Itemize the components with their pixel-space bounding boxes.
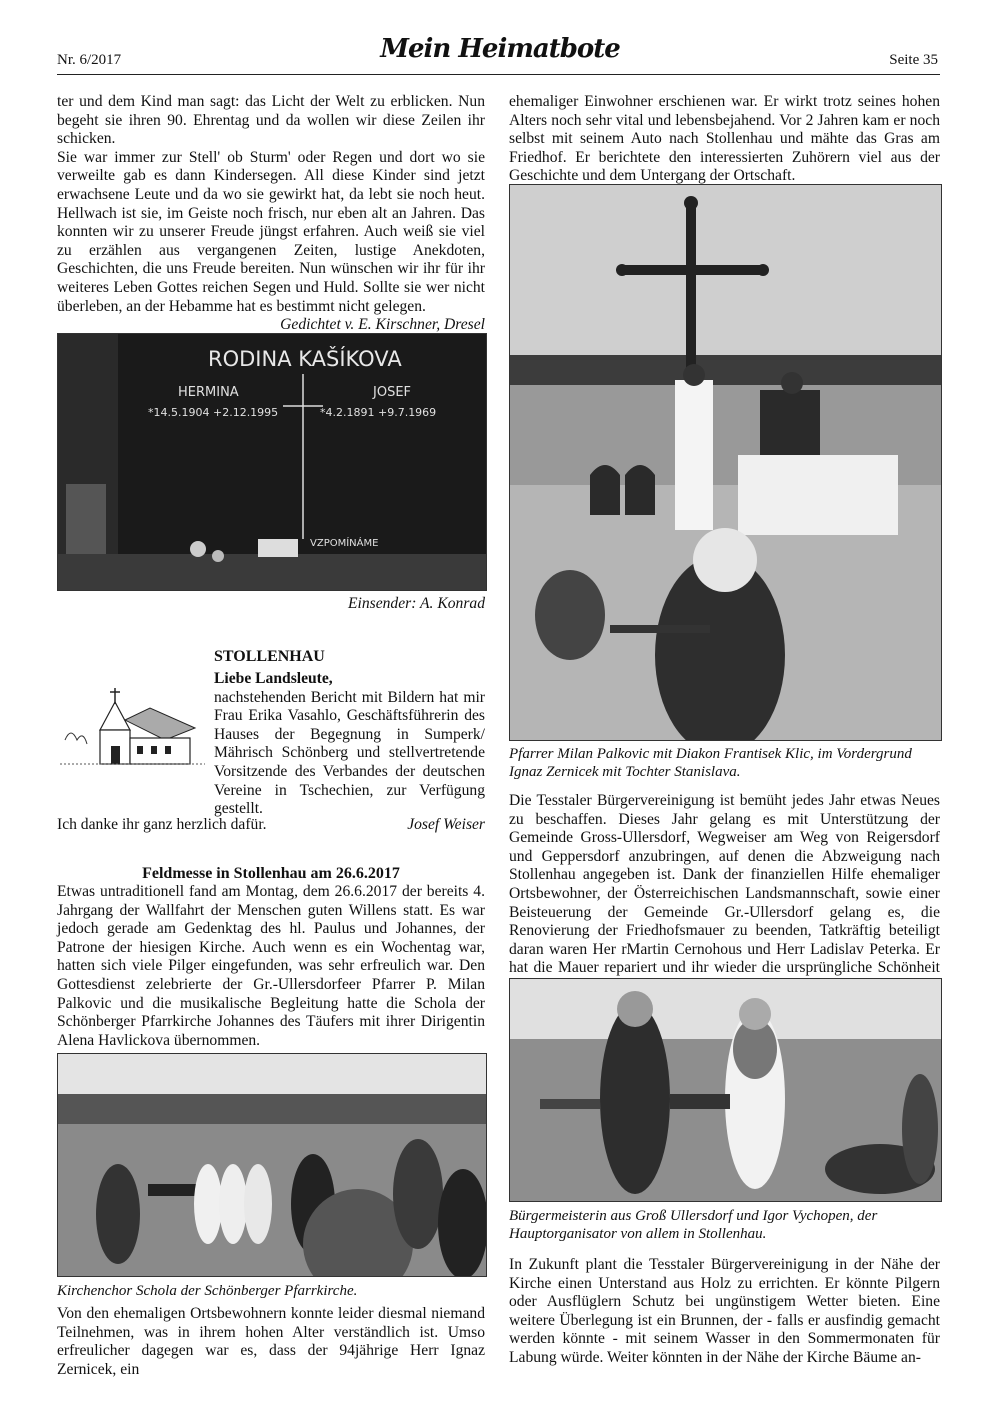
grave-dates-2: *4.2.1891 +9.7.1969: [320, 406, 437, 419]
photo1-signature: Einsender: A. Konrad: [347, 595, 485, 612]
grave-name-2: JOSEF: [373, 385, 412, 400]
col2-bottom-text: In Zukunft plant die Tesstaler Bürgervereinigung in der Nähe der Kirche einen Unterstand aus Holz zu errichten. Er könnte Pilgern oder Ausflüglern Schutz bei ungünstigem Wetter bieten. Eine weitere Überlegung ist ein Brunnen, der - falls er ausfindig gemacht werden könnte - mit seinem Wasser in den Sommermonaten für Labung würde. Weiter könnten in der Nähe der Kirche Bäume an-: [509, 1256, 940, 1366]
col2-top-text: ehemaliger Einwohner erschienen war. Er wirkt trotz seines hohen Alters noch sehr vital und lebensbejahend. Vor 2 Jahren kam er noch selbst mit seinem Auto nach Stollenhau und mähte das Gras am Friedhof. Er berichtete den interessierten Zuhörern viel aus der Geschichte und dem Untergang der Ortschaft.: [509, 93, 940, 185]
article-body: Etwas untraditionell fand am Montag, dem 26.6.2017 der bereits 4. Jahrgang der Wallfahrt der Menschen guten Willens statt. Es war jedoch gerade am Gedenktag des hl. Paulus und Johannes, der Patrone der hiesigen Kirche. Auch wenn es ein Wochentag war, hatten sich viele Pilger eingefunden, was sehr erfreulich war. Den Gottesdienst zelebrierte der Gr.-Ullersdorfeer Pfarrer P. Milan Palkovic und die musikalische Begleitung hatte die Schola der Schönberger Pfarrkirche Johannes des Täufers mit ihrer Dirigentin Alena Havlickova übernommen.: [57, 883, 485, 1049]
poem-paragraph-2: Sie war immer zur Stell' ob Sturm' oder Regen und dort wo sie verweilte gab es dann Kindersegen. All diese Kinder sind jetzt erwachsene Leute und da wo sie gewirkt hat, da lebt sie noch heut. Hellwach ist sie, im Geiste noch frisch, nur eben alt an Jahren. Das konnten wir zu unserer Freude jüngst erfahren. Auch weiß sie viel zu erzählen aus vergangenen Zeiten, lustige Anekdoten, Geschichten, die uns Freude bereiten. Nun wünschen wir ihr für ihr weiteres Leben Gottes reichen Segen und Huld. Sollte sie wer nicht überleben, an der Hebamme hat es bestimmt nicht gelegen.: [57, 148, 485, 315]
church-drawing: [55, 680, 207, 776]
header-rule: [57, 74, 940, 75]
poem-paragraph-1: ter und dem Kind man sagt: das Licht der Welt zu erblicken. Nun begeht sie ihren 90. Ehrentag und da wollen wir diese Zeilen ihr schicken.: [57, 93, 485, 148]
grave-dates-1: *14.5.1904 +2.12.1995: [148, 406, 279, 419]
section-title: [214, 648, 485, 666]
mass-image: [510, 185, 941, 740]
page-number: Seite 35: [889, 52, 938, 68]
issue-number: Nr. 6/2017: [57, 52, 122, 68]
thanks-line: [57, 816, 485, 835]
masthead-title: Mein Heimatbote: [380, 34, 620, 64]
greeting-text: Liebe Landsleute,: [214, 670, 333, 687]
section-title-text: STOLLENHAU: [214, 648, 325, 665]
intro-text: nachstehenden Bericht mit Bildern hat mir Frau Erika Vasahlo, Geschäftsführerin des Hauses der Begegnung in Sumperk/ Mährisch Schönberg und stellvertretende Vorsitzende des Verbandes der deutschen Vereine in Tschechien, zur Verfügung gestellt.: [214, 688, 485, 818]
article-title-text: Feldmesse in Stollenhau am 26.6.2017: [142, 865, 400, 882]
thanks-signature: Josef Weiser: [407, 816, 485, 833]
closing-paragraph: Von den ehemaligen Ortsbewohnern konnte leider diesmal niemand Teilnehmen, was in ihrem hohen Alter verständlich ist. Umso erfreulicher dagegen war es, dass der 94jährige Herr Ignaz Zernicek, ein: [57, 1305, 485, 1378]
mayor-photo: [509, 978, 942, 1202]
mayor-image: [510, 979, 941, 1201]
stollenhau-intro: [214, 670, 485, 819]
grave-family-name: RODINA KAŠÍKOVA: [208, 347, 402, 371]
choir-image: [58, 1054, 486, 1276]
grave-photo: [57, 333, 487, 591]
mass-photo: [509, 184, 942, 741]
church-sketch-icon: [55, 680, 207, 776]
grave-footer-text: VZPOMÍNÁME: [310, 538, 379, 549]
grave-stone-image: [58, 334, 486, 590]
mayor-caption: Bürgermeisterin aus Groß Ullersdorf und Igor Vychopen, der Hauptorganisator von allem in Stollenhau.: [509, 1208, 878, 1242]
poem-signature: Gedichtet v. E. Kirschner, Dresel: [280, 316, 485, 334]
thanks-text: Ich danke ihr ganz herzlich dafür.: [57, 816, 267, 833]
article-title: [57, 865, 485, 883]
poem-block: [57, 93, 485, 335]
choir-caption: Kirchenchor Schola der Schönberger Pfarrkirche.: [57, 1283, 358, 1299]
grave-name-1: HERMINA: [178, 385, 239, 400]
col2-middle-text: Die Tesstaler Bürgervereinigung ist bemüht jedes Jahr etwas Neues zu beschaffen. Dieses Jahr gelang es mit Unterstützung der Gemeinde Gross-Ullersdorf, Wegweiser am Weg von Reigersdorf und Geppersdorf anzubringen, auf denen die Abzweigung nach Stollenhau angegeben ist. Dank der finanziellen Hilfe ehemaliger Ortsbewohner, der Österreichischen Landsmannschaft, sowie einer Beisteuerung der Gemeinde Gr.-Ullersdorf gelang es, die Renovierung der Friedhofsmauer zu beenden, Tatkräftig beteiligt daran waren Her rMartin Cernohous und Herr Ladislav Peterka. Er hat die Mauer repariert und ihr wieder die ursprüngliche Schönheit: [509, 792, 940, 977]
choir-photo: [57, 1053, 487, 1277]
mass-caption: Pfarrer Milan Palkovic mit Diakon Frantisek Klic, im Vordergrund Ignaz Zernicek mit Tochter Stanislava.: [509, 746, 912, 780]
